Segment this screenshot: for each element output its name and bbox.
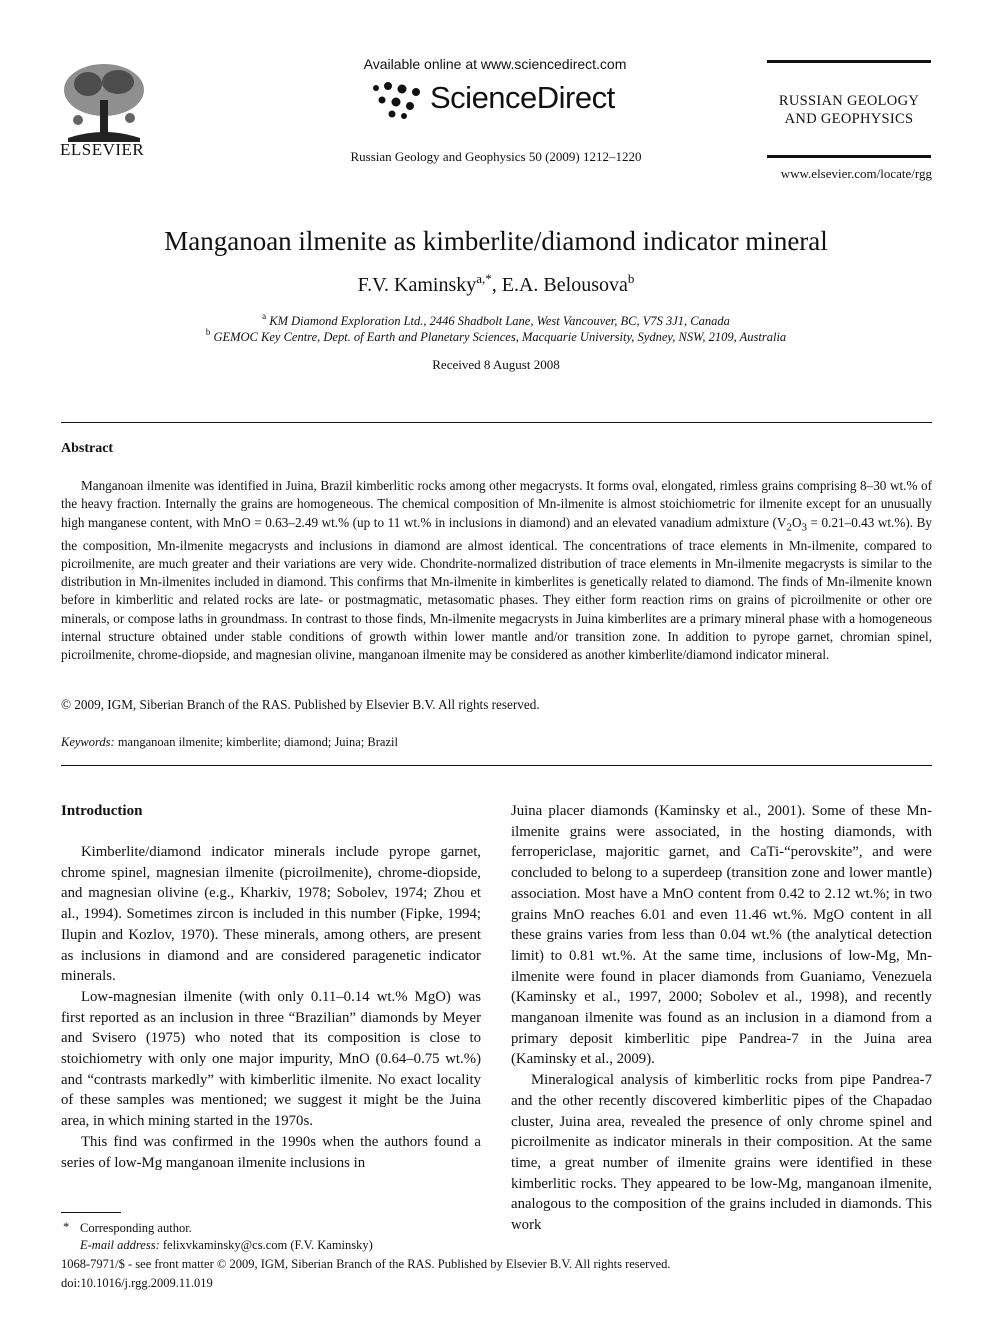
- intro-paragraph-3-continued: Juina placer diamonds (Kaminsky et al., 2001). Some of these Mn-ilmenite grains were associated, in the hosting diamonds, with ferropericlase, majoritic garnet, and CaTi-“perovskite”, and were concluded to belong to a superdeep (transition zone and lower mantle) association. Most have a MnO content from 0.42 to 2.12 wt.%; in two grains MnO reaches 6.01 and even 11.46 wt.%. MgO content in all these grains varies from less than 0.04 wt.% (the analytical detection limit) to 0.81 wt.%. At the same time, inclusions of low-Mg, Mn-ilmenite were found in placer diamonds from Guaniamo, Venezuela (Kaminsky et al., 1997, 2000; Sobolev et al., 1998), and recently manganoan ilmenite was found as an inclusion in a diamond from a primary deposit kimberlitic pipe Pandrea-7 in the Juina area (Kaminsky et al., 2009).: [511, 803, 932, 1068]
- email-label: E-mail address:: [80, 1238, 160, 1252]
- abstract-text-part2: O: [791, 514, 802, 530]
- corresponding-author-note: Corresponding author.: [80, 1221, 192, 1235]
- email-address-link[interactable]: felixvkaminsky@cs.com (F.V. Kaminsky): [159, 1238, 373, 1252]
- journal-top-rule: [767, 60, 931, 63]
- abstract-heading: Abstract: [61, 441, 114, 456]
- author-belousova-affil-mark: b: [627, 271, 635, 286]
- footnote-star-mark: *: [63, 1220, 70, 1234]
- author-kaminsky: F.V. Kaminsky: [357, 274, 477, 296]
- journal-title-line1: RUSSIAN GEOLOGY: [778, 93, 920, 109]
- journal-citation: Russian Geology and Geophysics 50 (2009) 1212–1220: [350, 149, 642, 164]
- received-date: Received 8 August 2008: [432, 357, 560, 372]
- front-matter-line: 1068-7971/$ - see front matter © 2009, IGM, Siberian Branch of the RAS. Published by Elsevier B.V. All rights reserved.: [61, 1257, 671, 1271]
- abstract-copyright: © 2009, IGM, Siberian Branch of the RAS. Published by Elsevier B.V. All rights reserved.: [61, 697, 540, 712]
- affiliation-b-mark: b: [205, 327, 211, 337]
- intro-paragraph-1: Kimberlite/diamond indicator minerals include pyrope garnet, chrome spinel, magnesian ilmenite (picroilmenite), chrome-diopside, and magnesian olivine (e.g., Kharkiv, 1978; Sobolev, 1974; Zhou et al., 1994). Sometimes zircon is included in this number (Fipke, 1994; Ilupin and Kozlov, 1970). These minerals, among others, are present as inclusions in diamond and are considered paragenetic indicator minerals.: [61, 844, 481, 985]
- sciencedirect-brand: ScienceDirect: [430, 80, 615, 115]
- author-kaminsky-affil-mark: a,*: [476, 271, 492, 286]
- doi-link[interactable]: doi:10.1016/j.rgg.2009.11.019: [61, 1276, 213, 1290]
- abstract-sub-2: 3: [801, 521, 807, 534]
- publisher-name: ELSEVIER: [60, 140, 145, 159]
- author-separator: ,: [491, 274, 502, 296]
- affiliation-a: [60, 311, 932, 329]
- intro-paragraph-4: Mineralogical analysis of kimberlitic rocks from pipe Pandrea-7 and the other recently discovered kimberlitic pipes of the Chapadao cluster, Juina area, revealed the presence of only chrome spinel and picroilmenite as indicator minerals in their composition. At the same time, a great number of ilmenite grains were identified in these kimberlitic rocks. They appeared to be low-Mg, manganoan ilmenite, analogous to the composition of the grains included in diamonds. This work: [511, 1072, 932, 1234]
- abstract-text-part3: = 0.21–0.43 wt.%). By the composition, Mn-ilmenite megacrysts and inclusions in diamond are almost identical. The concentrations of trace elements in Mn-ilmenite, compared to picroilmenite, are much greater and their variations are very wide. Chondrite-normalized distribution of trace elements in Mn-ilmenite megacrysts is similar to the distribution in Mn-ilmenites included in diamond. This confirms that Mn-ilmenite in kimberlites is genetically related to diamond. The finds of Mn-ilmenite known before in kimberlitic and related rocks are late- or postmagmatic, metasomatic phases. They either form reaction rims on grains of picroilmenite or other ore minerals, or compose laths in groundmass. In contrast to those finds, Mn-ilmenite megacrysts in Juina kimberlites are a primary mineral phase with a homogeneous internal structure obtained under stable conditions of growth within lower mantle and/or transition zone. In addition to pyrope garnet, chromian spinel, picroilmenite, chrome-diopside, and magnesian olivine, manganoan ilmenite may be considered as another kimberlite/diamond indicator mineral.: [61, 514, 932, 663]
- keywords-line: [61, 735, 932, 750]
- affiliation-a-text: KM Diamond Exploration Ltd., 2446 Shadbolt Lane, West Vancouver, BC, V7S 3J1, Canada: [269, 314, 730, 328]
- available-online-text[interactable]: Available online at www.sciencedirect.com: [363, 56, 627, 72]
- email-footnote: [80, 1238, 373, 1253]
- footnote-rule: [61, 1212, 121, 1213]
- abstract-top-rule: [61, 422, 932, 423]
- abstract-sub-1: 2: [786, 521, 792, 534]
- sciencedirect-dots-icon: [370, 80, 426, 120]
- author-belousova: E.A. Belousova: [501, 274, 628, 296]
- journal-title: [767, 92, 931, 128]
- affiliation-b: [60, 327, 932, 345]
- introduction-heading: Introduction: [61, 803, 143, 819]
- journal-bottom-rule: [767, 155, 931, 158]
- keywords-list: manganoan ilmenite; kimberlite; diamond; Juina; Brazil: [114, 735, 398, 749]
- journal-url-link[interactable]: www.elsevier.com/locate/rgg: [780, 166, 932, 181]
- intro-paragraph-2: Low-magnesian ilmenite (with only 0.11–0.14 wt.% MgO) was first reported as an inclusion in three “Brazilian” diamonds by Meyer and Svisero (1975) who noted that its composition is close to stoichiometry with only one major impurity, MnO (0.64–0.75 wt.%) and “contrasts markedly” with kimberlitic ilmenite. No exact locality of these samples was mentioned; we suggest it might be the Juina area, in which mining started in the 1970s.: [61, 988, 481, 1130]
- journal-title-line2: AND GEOPHYSICS: [784, 111, 914, 127]
- abstract-body: [61, 477, 932, 665]
- affiliation-a-mark: a: [262, 311, 267, 321]
- article-title: Manganoan ilmenite as kimberlite/diamond indicator mineral: [164, 226, 828, 256]
- keywords-label: Keywords:: [61, 735, 115, 749]
- author-list: [60, 271, 932, 297]
- right-column: [511, 801, 932, 1236]
- left-column: [61, 842, 481, 1173]
- intro-paragraph-3: This find was confirmed in the 1990s when the authors found a series of low-Mg manganoan ilmenite inclusions in: [61, 1133, 481, 1171]
- abstract-text-part1: Manganoan ilmenite was identified in Juina, Brazil kimberlitic rocks among other megacrysts. It forms oval, elongated, rimless grains comprising 8–30 wt.% of the heavy fraction. Internally the grains are homogeneous. The chemical composition of Mn-ilmenite is almost stoichiometric for ilmenite except for an unusually high manganese content, with MnO = 0.63–2.49 wt.% (up to 11 wt.% in inclusions in diamond) and an elevated vanadium admixture (V: [61, 478, 932, 530]
- affiliation-b-text: GEMOC Key Centre, Dept. of Earth and Planetary Sciences, Macquarie University, Sydney, NSW, 2109, Australia: [213, 330, 787, 344]
- body-top-rule: [61, 765, 932, 766]
